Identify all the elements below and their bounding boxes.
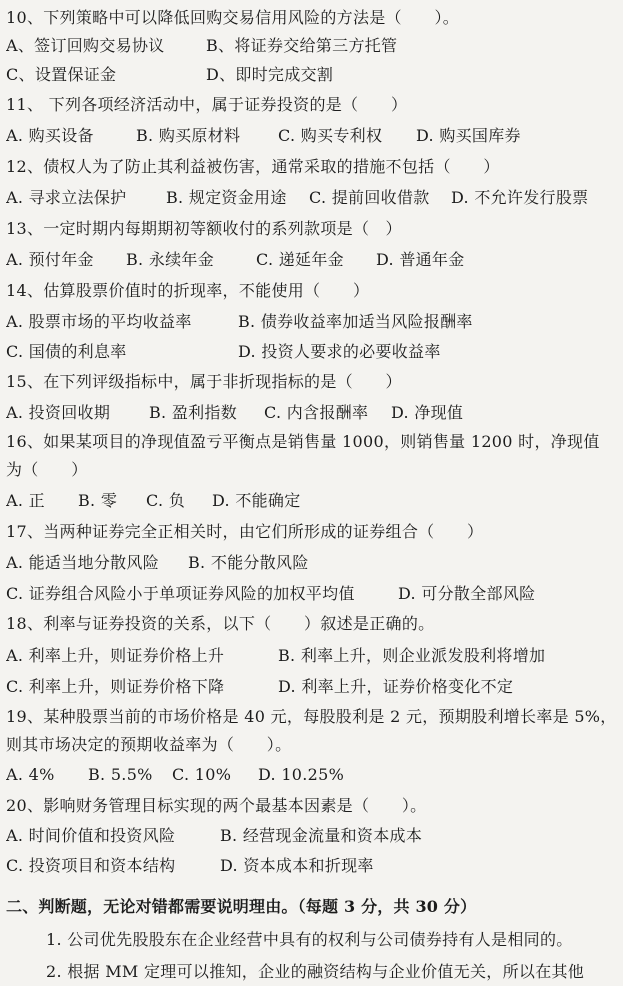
question-14-options-row2 [6, 342, 619, 364]
question-16-options [6, 491, 619, 513]
option-b: B. 不能分散风险 [188, 553, 309, 572]
question-17-options-row1 [6, 553, 619, 575]
question-18-options-row2 [6, 677, 619, 699]
option-c: C. 负 [146, 491, 186, 510]
option-c: C. 证券组合风险小于单项证券风险的加权平均值 [6, 584, 355, 603]
option-b: B. 债券收益率加适当风险报酬率 [238, 312, 473, 331]
option-c: C. 10% [172, 765, 232, 784]
question-20-options-row2 [6, 856, 619, 878]
option-a: A. 股票市场的平均收益率 [6, 312, 192, 331]
option-c: C. 国债的利息率 [6, 342, 127, 361]
option-d: D. 利率上升，证券价格变化不定 [278, 677, 514, 696]
option-a: A. 4% [6, 765, 55, 784]
question-19-stem-cont: 则其市场决定的预期收益率为（ ）。 [6, 735, 292, 754]
option-a: A. 时间价值和投资风险 [6, 826, 176, 845]
question-10-stem: 10、下列策略中可以降低回购交易信用风险的方法是（ ）。 [6, 8, 460, 27]
question-20-stem: 20、影响财务管理目标实现的两个最基本因素是（ ）。 [6, 796, 427, 815]
option-c: C. 购买专利权 [278, 126, 383, 145]
question-17-stem: 17、当两种证券完全正相关时，由它们所形成的证券组合（ ） [6, 522, 484, 541]
option-d: D. 不能确定 [212, 491, 301, 510]
option-d: D. 普通年金 [376, 250, 465, 269]
option-d: D. 可分散全部风险 [398, 584, 536, 603]
question-16-stem: 16、如果某项目的净现值盈亏平衡点是销售量 1000，则销售量 1200 时，净现值 [6, 432, 600, 451]
question-18-options-row1 [6, 646, 619, 668]
option-a: A. 正 [6, 491, 45, 510]
question-19-options [6, 765, 619, 787]
option-a: A. 利率上升，则证券价格上升 [6, 646, 225, 665]
question-14-stem: 14、估算股票价值时的折现率，不能使用（ ） [6, 281, 370, 300]
option-d: D. 10.25% [258, 765, 345, 784]
option-b: B. 零 [78, 491, 118, 510]
question-14-options-row1 [6, 312, 619, 334]
option-d: D. 资本成本和折现率 [220, 856, 374, 875]
option-b: B. 永续年金 [126, 250, 215, 269]
option-a: A. 购买设备 [6, 126, 94, 145]
question-11-stem: 11、 下列各项经济活动中，属于证券投资的是（ ） [6, 95, 408, 114]
question-12-options [6, 188, 619, 210]
question-10-options-row1 [6, 36, 619, 58]
option-a: A. 预付年金 [6, 250, 94, 269]
option-b: B. 规定资金用途 [166, 188, 287, 207]
option-d: D. 不允许发行股票 [451, 188, 589, 207]
question-12-stem: 12、债权人为了防止其利益被伤害，通常采取的措施不包括（ ） [6, 157, 500, 176]
question-17-options-row2 [6, 584, 619, 606]
option-d: D、即时完成交割 [206, 65, 334, 84]
option-a: A. 寻求立法保护 [6, 188, 127, 207]
option-c: C. 投资项目和资本结构 [6, 856, 176, 875]
question-19-stem: 19、某种股票当前的市场价格是 40 元，每股股利是 2 元，预期股利增长率是 5%， [6, 707, 617, 726]
option-b: B. 利率上升，则企业派发股利将增加 [278, 646, 546, 665]
option-a: A. 投资回收期 [6, 403, 111, 422]
question-15-options [6, 403, 619, 425]
question-10-options-row2 [6, 65, 619, 87]
option-b: B. 经营现金流量和资本成本 [220, 826, 423, 845]
option-c: C. 内含报酬率 [264, 403, 369, 422]
true-false-item-1: 1. 公司优先股股东在企业经营中具有的权利与公司债券持有人是相同的。 [46, 930, 573, 949]
question-11-options [6, 126, 619, 148]
option-d: D. 投资人要求的必要收益率 [238, 342, 441, 361]
option-d: D. 净现值 [391, 403, 464, 422]
option-c: C. 提前回收借款 [309, 188, 430, 207]
true-false-item-2: 2. 根据 MM 定理可以推知，企业的融资结构与企业价值无关，所以在其他 [46, 962, 585, 981]
option-c: C、设置保证金 [6, 65, 117, 84]
question-18-stem: 18、利率与证券投资的关系，以下（ ）叙述是正确的。 [6, 614, 435, 633]
question-20-options-row1 [6, 826, 619, 848]
option-d: D. 购买国库券 [416, 126, 521, 145]
option-a: A、签订回购交易协议 [6, 36, 165, 55]
question-15-stem: 15、在下列评级指标中，属于非折现指标的是（ ） [6, 372, 402, 391]
option-b: B. 购买原材料 [136, 126, 241, 145]
section-2-heading: 二、判断题，无论对错都需要说明理由。（每题 3 分，共 30 分） [6, 897, 477, 916]
option-b: B. 盈利指数 [149, 403, 238, 422]
question-16-stem-cont: 为（ ） [6, 460, 88, 479]
option-c: C. 利率上升，则证券价格下降 [6, 677, 225, 696]
question-13-stem: 13、一定时期内每期期初等额收付的系列款项是（ ） [6, 219, 402, 238]
option-a: A. 能适当地分散风险 [6, 553, 160, 572]
question-13-options [6, 250, 619, 272]
option-c: C. 递延年金 [256, 250, 344, 269]
option-b: B、将证券交给第三方托管 [206, 36, 398, 55]
option-b: B. 5.5% [88, 765, 153, 784]
